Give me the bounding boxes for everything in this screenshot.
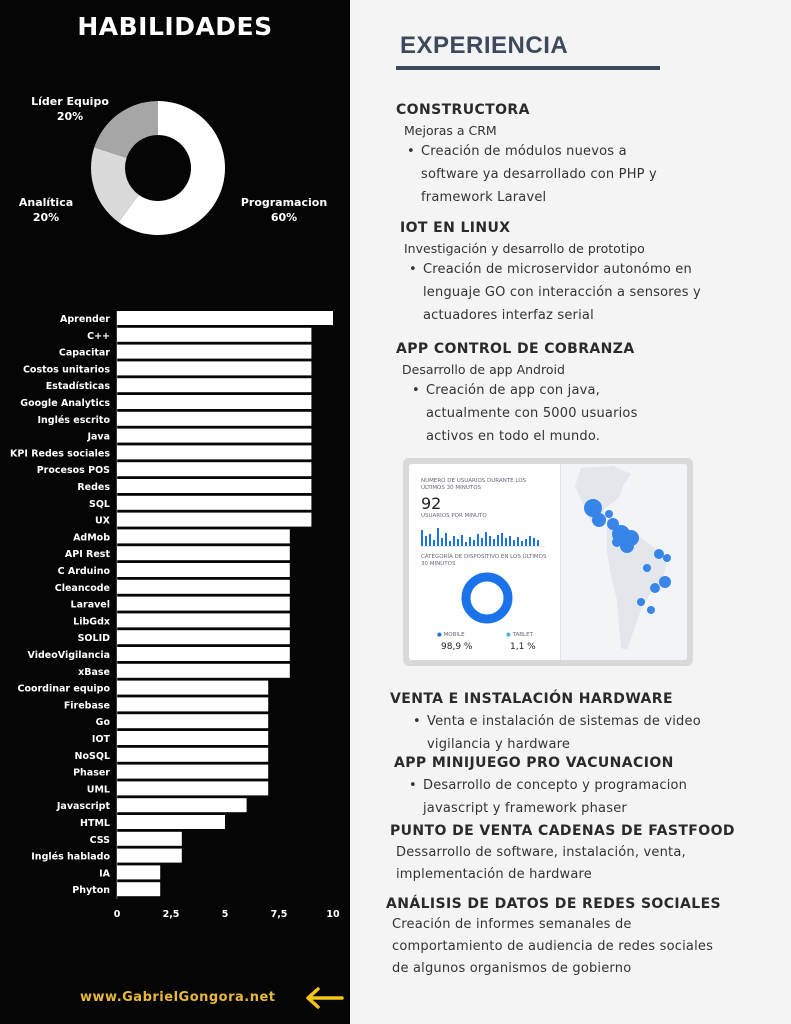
- per-minute-bars: [421, 524, 549, 548]
- bar: [117, 815, 225, 829]
- skills-donut-chart: [0, 90, 350, 270]
- bullet-dot-icon: •: [409, 262, 417, 277]
- bar: [117, 849, 182, 863]
- americas-map: [560, 464, 687, 660]
- bar: [117, 429, 311, 443]
- bar-category-label: Laravel: [70, 599, 110, 611]
- arrow-left-icon[interactable]: [302, 985, 346, 1011]
- bar: [117, 345, 311, 359]
- bar: [117, 731, 268, 745]
- bar-category-label: Javascript: [56, 801, 110, 813]
- bar: [117, 697, 268, 711]
- bar: [117, 781, 268, 795]
- x-tick-label: 2,5: [162, 909, 180, 920]
- bar-category-label: SQL: [89, 498, 110, 510]
- x-tick-label: 7,5: [270, 909, 288, 920]
- bullet-line: actualmente con 5000 usuarios: [426, 406, 638, 421]
- title-underline: [396, 66, 660, 70]
- text-line: implementación de hardware: [396, 867, 592, 882]
- bar-category-label: Costos unitarios: [22, 364, 110, 376]
- device-donut: [459, 570, 515, 626]
- analytics-screenshot: [403, 458, 693, 666]
- bar-category-label: IA: [99, 868, 110, 880]
- donut-label-text: Programacion: [240, 196, 328, 209]
- text-line: Creación de informes semanales de: [392, 917, 632, 932]
- text-line: comportamiento de audiencia de redes sociales: [392, 939, 714, 954]
- bar-category-label: Phyton: [72, 885, 110, 897]
- section-title: IOT EN LINUX: [400, 220, 511, 236]
- tablet-label: [506, 632, 533, 639]
- bar-category-label: Go: [95, 717, 110, 729]
- text-line: de algunos organismos de gobierno: [392, 961, 632, 976]
- tablet-value: 1,1 %: [510, 642, 536, 652]
- bullet-line: Desarrollo de concepto y programacion: [423, 778, 688, 793]
- skills-bar-chart: [0, 300, 350, 920]
- section-title: PUNTO DE VENTA CADENAS DE FASTFOOD: [390, 823, 735, 839]
- bar: [117, 378, 311, 392]
- section-title: APP MINIJUEGO PRO VACUNACION: [394, 755, 674, 771]
- bar-chart-svg: [0, 300, 350, 920]
- mobile-value: 98,9 %: [441, 642, 473, 652]
- bar-category-label: Inglés hablado: [31, 851, 110, 863]
- bar-category-label: Capacitar: [58, 347, 110, 359]
- bar: [117, 445, 311, 459]
- bar-category-label: C Arduino: [57, 566, 110, 577]
- bar: [117, 496, 311, 510]
- bar-category-label: Aprender: [60, 314, 110, 325]
- section-bullet: [413, 710, 701, 756]
- bar: [117, 462, 311, 476]
- section-text: [392, 914, 713, 980]
- bullet-line: Creación de microservidor autonómo en: [423, 262, 692, 277]
- bar: [117, 563, 290, 577]
- bullet-line: framework Laravel: [421, 190, 547, 205]
- per-minute-label: USUARIOS POR MINUTO: [421, 513, 487, 519]
- section-title: VENTA E INSTALACIÓN HARDWARE: [390, 691, 673, 707]
- bullet-line: Creación de app con java,: [426, 383, 601, 398]
- bar: [117, 630, 290, 644]
- donut-label-analitica: [8, 195, 84, 225]
- tablet-dot-icon: ●: [506, 632, 513, 638]
- experience-title: EXPERIENCIA: [400, 32, 569, 59]
- device-heading: CATEGORÍA DE DISPOSITIVO EN LOS ÚLTIMOS 30 MINUTOS: [421, 554, 547, 567]
- donut-label-text: Líder Equipo: [31, 95, 109, 108]
- section-text: [396, 842, 686, 886]
- bar: [117, 765, 268, 779]
- bar-category-label: Estadísticas: [45, 381, 110, 393]
- bullet-dot-icon: •: [413, 714, 421, 729]
- bar-category-label: NoSQL: [74, 750, 110, 762]
- bar: [117, 664, 290, 678]
- bar-category-label: Firebase: [63, 700, 110, 712]
- bullet-line: Venta e instalación de sistemas de video: [427, 714, 701, 729]
- mobile-dot-icon: ●: [437, 632, 444, 638]
- bar-category-label: AdMob: [73, 532, 110, 544]
- bullet-line: lenguaje GO con interacción a sensores y: [423, 285, 701, 300]
- text-line: Dessarrollo de software, instalación, venta,: [396, 845, 686, 860]
- donut-label-value: 60%: [270, 211, 298, 224]
- bar: [117, 882, 160, 896]
- section-title: CONSTRUCTORA: [396, 102, 530, 118]
- bar-category-label: Java: [87, 431, 110, 443]
- bar-category-label: Google Analytics: [20, 398, 110, 409]
- bar-category-label: IOT: [91, 734, 110, 745]
- bar-category-label: Inglés escrito: [37, 414, 110, 426]
- donut-label-value: 20%: [56, 110, 84, 123]
- bar: [117, 529, 290, 543]
- bullet-line: actuadores interfaz serial: [423, 308, 594, 323]
- bar: [117, 613, 290, 627]
- section-bullet: [409, 774, 688, 820]
- section-subtitle: Desarrollo de app Android: [402, 362, 565, 377]
- section-bullet: [407, 140, 657, 209]
- bar-category-label: API Rest: [64, 549, 110, 561]
- bullet-line: javascript y framework phaser: [423, 801, 627, 816]
- bar: [117, 311, 333, 325]
- mobile-label-text: MOBILE: [443, 632, 465, 638]
- bar-category-label: C++: [87, 330, 110, 342]
- bar: [117, 412, 311, 426]
- donut-label-lider: [30, 94, 110, 124]
- users-count: 92: [421, 494, 442, 513]
- bar-category-label: UX: [94, 515, 110, 527]
- donut-label-programacion: [236, 195, 332, 225]
- bar-category-label: LibGdx: [73, 616, 110, 628]
- analytics-card: [409, 464, 687, 660]
- donut-label-value: 20%: [32, 211, 60, 224]
- mobile-label: [437, 632, 465, 639]
- bullet-line: vigilancia y hardware: [427, 737, 571, 752]
- bar: [117, 597, 290, 611]
- x-tick-label: 0: [113, 909, 121, 920]
- bar-category-label: CSS: [89, 834, 110, 846]
- section-bullet: [412, 379, 638, 448]
- skills-title: HABILIDADES: [77, 12, 273, 41]
- bullet-dot-icon: •: [412, 383, 420, 398]
- section-subtitle: Investigación y desarrollo de prototipo: [404, 241, 645, 256]
- skills-panel: [0, 0, 350, 1024]
- bar: [117, 714, 268, 728]
- bar: [117, 580, 290, 594]
- bar-category-label: Phaser: [73, 767, 110, 779]
- section-title: ANÁLISIS DE DATOS DE REDES SOCIALES: [386, 896, 722, 912]
- bar: [117, 361, 311, 375]
- bullet-line: software ya desarrollado con PHP y: [421, 167, 657, 182]
- bar: [117, 865, 160, 879]
- bar-category-label: Procesos POS: [36, 465, 110, 477]
- bar: [117, 513, 311, 527]
- bar-category-label: KPI Redes sociales: [10, 448, 110, 460]
- bar-category-label: HTML: [80, 818, 110, 829]
- bullet-line: Creación de módulos nuevos a: [421, 144, 627, 159]
- section-subtitle: Mejoras a CRM: [404, 123, 497, 138]
- donut-label-text: Analítica: [18, 196, 74, 209]
- americas-map-svg: [561, 464, 687, 660]
- bar: [117, 395, 311, 409]
- tablet-label-text: TABLET: [512, 632, 533, 638]
- bar-category-label: UML: [86, 784, 110, 796]
- bar-category-label: Coordinar equipo: [17, 683, 110, 695]
- bar: [117, 748, 268, 762]
- bar: [117, 479, 311, 493]
- section-title: APP CONTROL DE COBRANZA: [396, 341, 635, 357]
- bar-category-label: Redes: [77, 482, 110, 493]
- website-link[interactable]: www.GabrielGongora.net: [80, 990, 276, 1005]
- bar: [117, 832, 182, 846]
- experience-panel: [350, 0, 791, 1024]
- bar: [117, 798, 247, 812]
- bar-category-label: Cleancode: [54, 582, 110, 594]
- x-tick-label: 5: [221, 909, 229, 920]
- bar: [117, 647, 290, 661]
- bullet-dot-icon: •: [409, 778, 417, 793]
- bar: [117, 681, 268, 695]
- bar-category-label: VideoVigilancia: [27, 650, 110, 661]
- bar-category-label: SOLID: [77, 633, 110, 645]
- bar: [117, 328, 311, 342]
- bullet-line: activos en todo el mundo.: [426, 429, 601, 444]
- bullet-dot-icon: •: [407, 144, 415, 159]
- x-tick-label: 10: [326, 909, 340, 920]
- bar-category-label: xBase: [78, 666, 110, 678]
- section-bullet: [409, 258, 701, 327]
- users-heading: NÚMERO DE USUARIOS DURANTE LOS ÚLTIMOS 30 MINUTOS: [421, 478, 527, 491]
- bar: [117, 546, 290, 560]
